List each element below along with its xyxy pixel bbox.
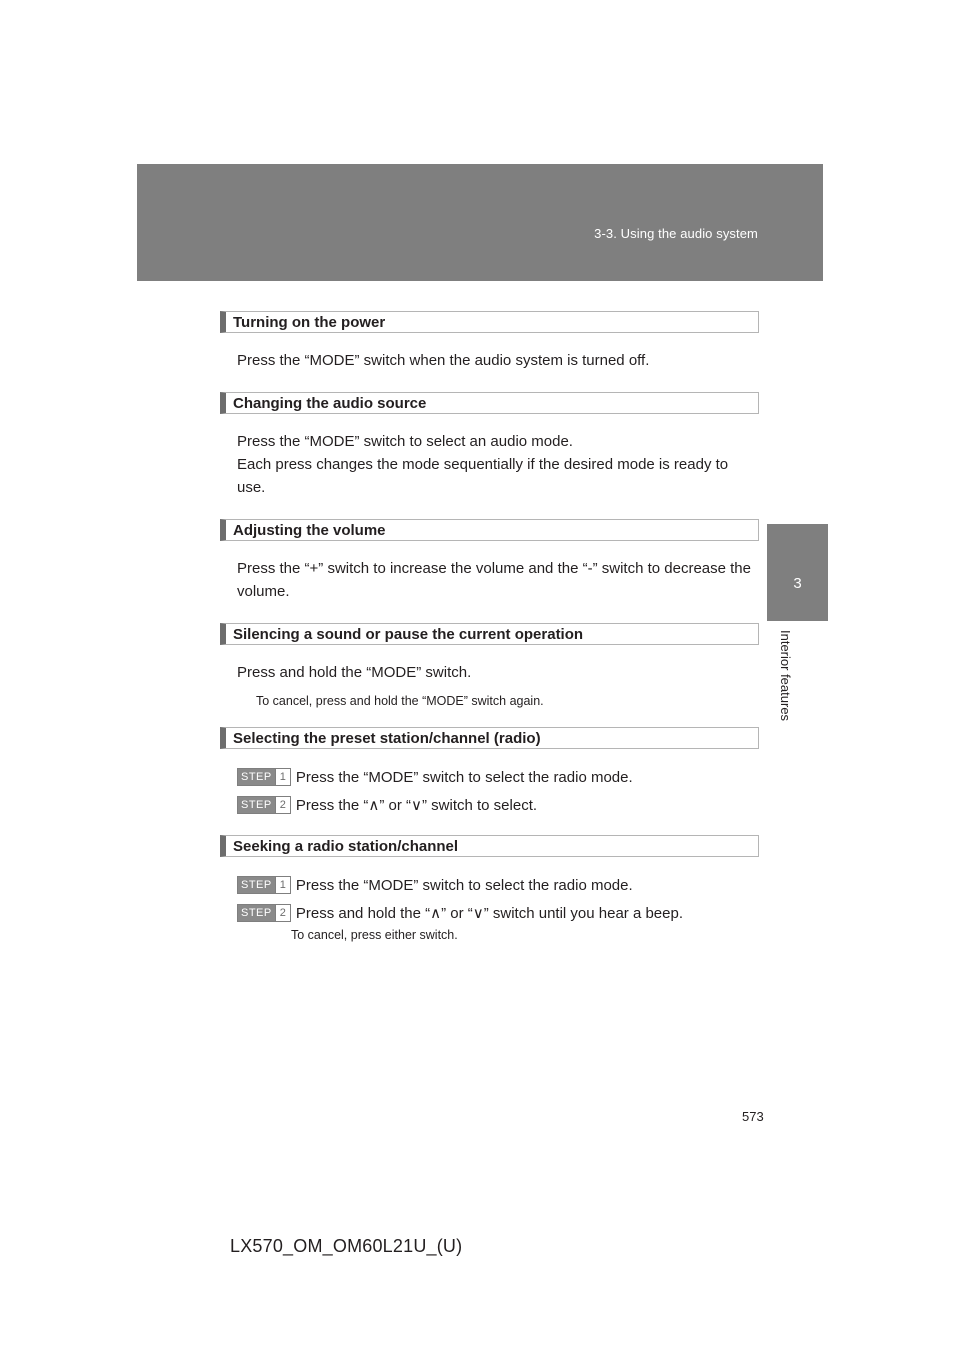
step-label: STEP — [241, 771, 272, 783]
step-label: STEP — [241, 907, 272, 919]
section-heading-changing-audio-source: Changing the audio source — [220, 392, 759, 414]
page-content — [220, 311, 759, 945]
step-row — [220, 873, 759, 897]
step-row — [220, 765, 759, 789]
step-label: STEP — [241, 879, 272, 891]
chapter-tab — [767, 524, 828, 621]
paragraph: Press the “MODE” switch to select an audio mode. — [237, 433, 573, 450]
paragraph: Press the “MODE” switch when the audio system is turned off. — [237, 352, 650, 369]
step-badge — [237, 768, 291, 786]
step-badge — [237, 796, 291, 814]
paragraph: Press the “+” switch to increase the volume and the “-” switch to decrease the volume. — [237, 560, 751, 600]
section-heading-turning-on-power: Turning on the power — [220, 311, 759, 333]
section-heading-seeking-radio-station: Seeking a radio station/channel — [220, 835, 759, 857]
document-id: LX570_OM_OM60L21U_(U) — [230, 1236, 463, 1256]
chapter-number: 3 — [793, 575, 802, 592]
step-number: 1 — [275, 877, 290, 893]
page-number: 573 — [742, 1109, 764, 1124]
section-heading-adjusting-volume: Adjusting the volume — [220, 519, 759, 541]
step-number: 2 — [275, 797, 290, 813]
step-badge — [237, 904, 291, 922]
section-heading-silencing-sound: Silencing a sound or pause the current operation — [220, 623, 759, 645]
step-text: Press and hold the “∧” or “∨” switch until you hear a beep. — [295, 905, 684, 922]
section-heading-selecting-preset-station: Selecting the preset station/channel (radio) — [220, 727, 759, 749]
paragraph: Press and hold the “MODE” switch. — [237, 664, 472, 681]
step-number: 1 — [275, 769, 290, 785]
step-row — [220, 901, 759, 925]
step-row — [220, 793, 759, 817]
step-number: 2 — [275, 905, 290, 921]
paragraph: Each press changes the mode sequentially if the desired mode is ready to use. — [237, 456, 729, 496]
note-text: To cancel, press either switch. — [291, 928, 458, 942]
step-label: STEP — [241, 799, 272, 811]
step-text: Press the “MODE” switch to select the radio mode. — [295, 876, 633, 894]
section-title: 3-3. Using the audio system — [594, 226, 758, 241]
note-text: To cancel, press and hold the “MODE” switch again. — [256, 694, 544, 708]
chapter-label: Interior features — [778, 630, 793, 722]
step-text: Press the “MODE” switch to select the radio mode. — [295, 768, 633, 786]
step-text: Press the “∧” or “∨” switch to select. — [295, 797, 538, 814]
header-band — [137, 164, 823, 281]
step-badge — [237, 876, 291, 894]
